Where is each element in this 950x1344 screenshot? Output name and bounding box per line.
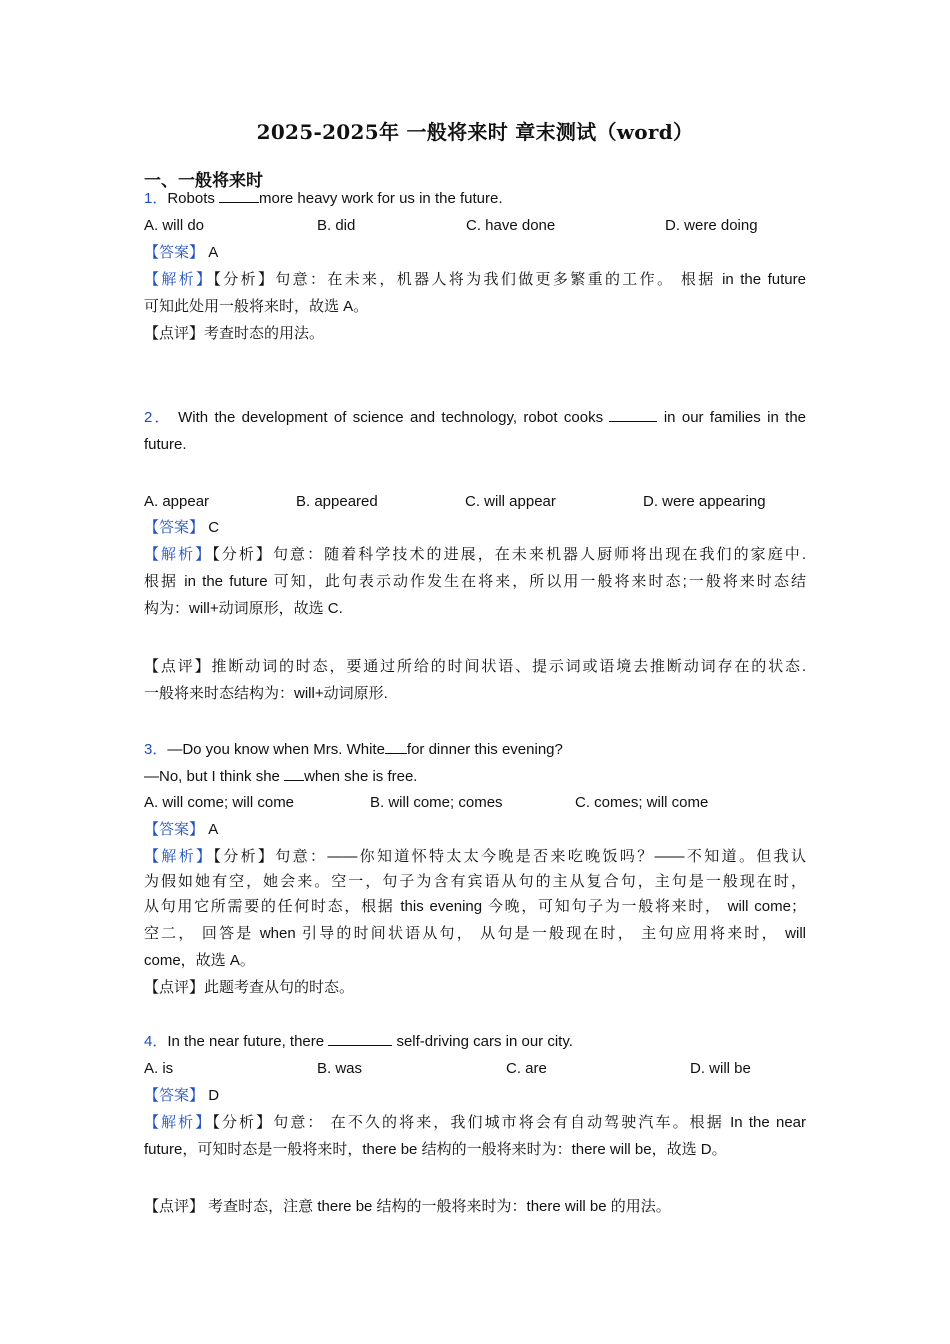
comment-line: 一般将来时态结构为：will+动词原形. [144, 685, 388, 702]
analysis-line: 构为：will+动词原形，故选 C. [144, 600, 343, 617]
question-2-stem: 2． With the development of science and technology, robot cooks in our families in the [144, 405, 806, 431]
option-a: A. will come; will come [144, 794, 295, 811]
option-c: C. are [506, 1060, 547, 1077]
analysis-line: 从句用它所需要的任何时态，根据 this evening 今晚，可知句子为一般将来时， will come； [144, 898, 806, 915]
comment-line: 【点评】此题考查从句的时态。 [144, 979, 355, 996]
analysis-line: future，可知时态是一般将来时，there be 结构的一般将来时为：there will be，故选 D。 [144, 1141, 727, 1158]
answer-line: 【答案】 D [144, 1087, 220, 1104]
analysis-line: 【解析】【分析】句意： 在不久的将来，我们城市将会有自动驾驶汽车。根据 In the near [144, 1114, 806, 1131]
analysis-line: 空二， 回答是 when 引导的时间状语从句， 从句是一般现在时， 主句应用将来时， will [144, 925, 806, 942]
comment-line: 【点评】 考查时态，注意 there be 结构的一般将来时为：there will be 的用法。 [144, 1198, 671, 1215]
option-b: B. will come; comes [370, 794, 503, 811]
analysis-line: 根据 in the future 可知，此句表示动作发生在将来，所以用一般将来时态;一般将来时态结 [144, 573, 806, 590]
question-3-stem-cont: —No, but I think she when she is free. [144, 764, 806, 790]
answer-line: 【答案】 A [144, 244, 219, 261]
analysis-line: 为假如她有空，她会来。空一，句子为含有宾语从句的主从复合句，主句是一般现在时， [144, 873, 806, 890]
question-3-stem: 3．—Do you know when Mrs. White for dinner this evening? [144, 737, 806, 763]
question-2-stem-cont: future. [144, 436, 187, 453]
analysis-line: 【解析】【分析】句意：——你知道怀特太太今晚是否来吃晚饭吗？——不知道。但我认 [144, 848, 806, 865]
option-b: B. appeared [296, 493, 378, 510]
option-c: C. will appear [465, 493, 556, 510]
analysis-line: 可知此处用一般将来时，故选 A。 [144, 298, 369, 315]
question-number: 3． [144, 741, 168, 758]
answer-blank [385, 738, 407, 754]
question-number: 2． [144, 409, 172, 426]
answer-line: 【答案】 A [144, 821, 219, 838]
analysis-line: come，故选 A。 [144, 952, 255, 969]
comment-line: 【点评】考查时态的用法。 [144, 325, 325, 342]
option-a: A. will do [144, 217, 205, 234]
option-d: D. were appearing [643, 493, 766, 510]
analysis-line: 【解析】【分析】句意：随着科学技术的进展，在未来机器人厨师将出现在我们的家庭中. [144, 546, 806, 563]
question-1-stem: 1．Robots more heavy work for us in the future. [144, 186, 806, 212]
answer-blank [328, 1030, 392, 1046]
option-b: B. did [317, 217, 356, 234]
answer-blank [284, 765, 304, 781]
option-a: A. appear [144, 493, 210, 510]
option-a: A. is [144, 1060, 174, 1077]
option-d: D. were doing [665, 217, 758, 234]
answer-line: 【答案】 C [144, 519, 220, 536]
question-number: 4． [144, 1033, 168, 1050]
answer-blank [609, 406, 657, 422]
option-c: C. comes; will come [575, 794, 709, 811]
page-title: 2025-2025年 一般将来时 章末测试（word） [256, 120, 694, 144]
question-number: 1． [144, 190, 168, 207]
option-d: D. will be [690, 1060, 751, 1077]
question-4-stem: 4．In the near future, there self-driving cars in our city. [144, 1029, 806, 1055]
analysis-line: 【解析】【分析】句意：在未来，机器人将为我们做更多繁重的工作。 根据 in the future [144, 271, 806, 288]
option-b: B. was [317, 1060, 363, 1077]
section-heading: 一、一般将来时 [144, 171, 263, 190]
answer-blank [219, 187, 259, 203]
option-c: C. have done [466, 217, 556, 234]
comment-line: 【点评】推断动词的时态，要通过所给的时间状语、提示词或语境去推断动词存在的状态. [144, 658, 806, 675]
